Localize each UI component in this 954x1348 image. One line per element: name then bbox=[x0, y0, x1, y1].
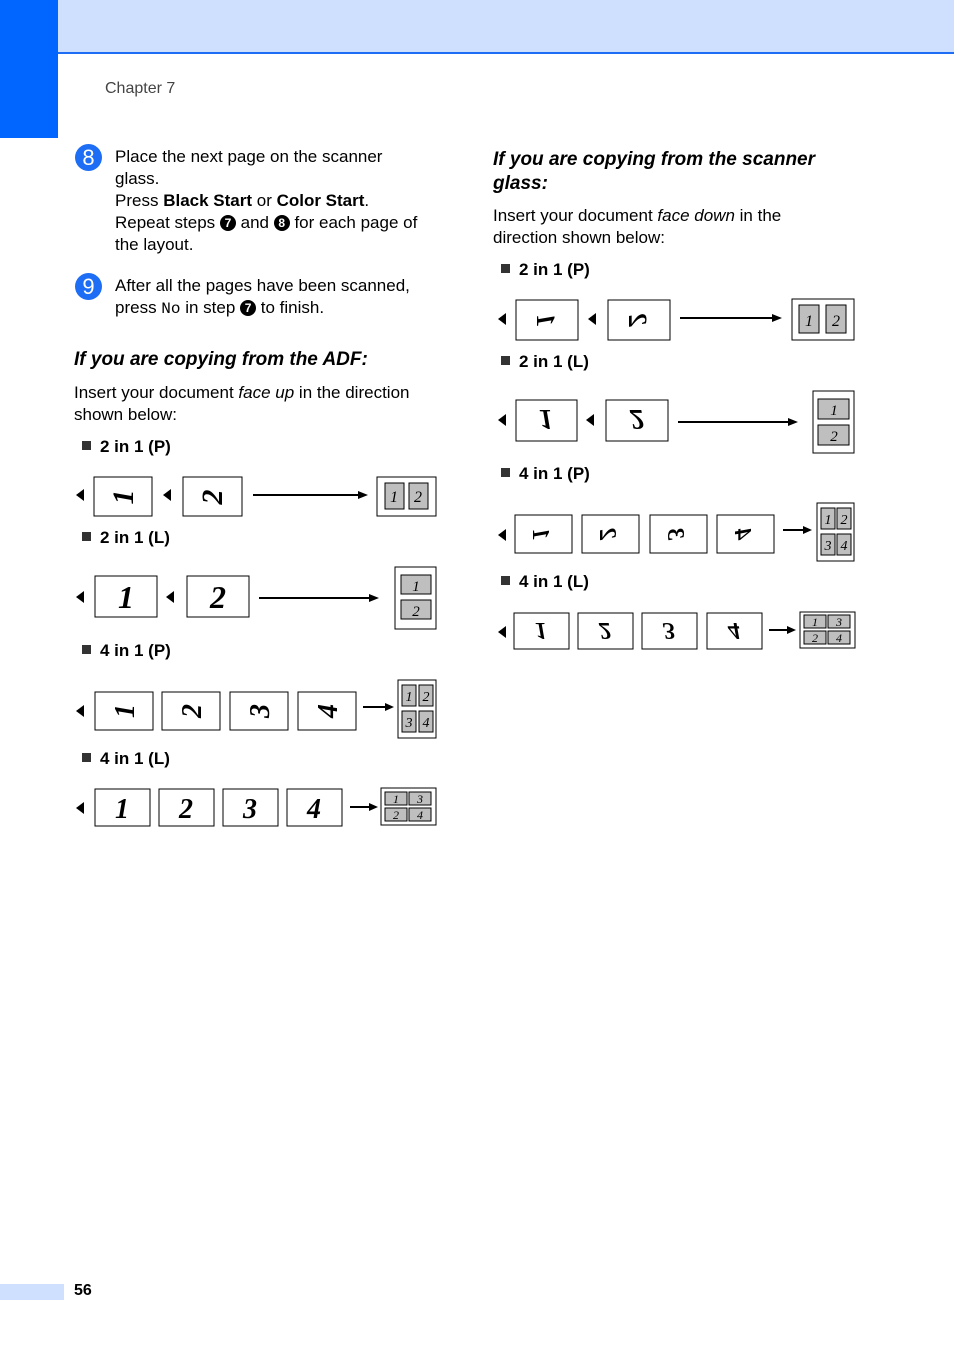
chapter-tab bbox=[0, 0, 58, 138]
thumb-label: 2 bbox=[840, 513, 848, 528]
page-label: 2 bbox=[630, 403, 644, 434]
adf-2in1p-diagram bbox=[70, 470, 450, 530]
page-label: 4 bbox=[313, 704, 344, 718]
page-label: 2 bbox=[599, 617, 611, 643]
thumb-label: 3 bbox=[824, 539, 832, 554]
page-label: 4 bbox=[728, 617, 740, 643]
adf-bullet-4in1l: 4 in 1 (L) bbox=[82, 749, 170, 769]
page-label: 1 bbox=[107, 489, 140, 505]
adf-4in1p-diagram bbox=[70, 676, 450, 742]
thumb-label: 1 bbox=[805, 313, 813, 330]
thumb-label: 2 bbox=[832, 313, 840, 330]
footer-band bbox=[0, 1284, 64, 1300]
glass-intro: Insert your document face down in the direction shown below: bbox=[493, 206, 782, 247]
page-label: 1 bbox=[539, 403, 553, 434]
adf-4in1l-diagram bbox=[70, 784, 450, 832]
page-label: 1 bbox=[527, 528, 553, 540]
page-number: 56 bbox=[74, 1282, 92, 1299]
step-8 bbox=[75, 144, 445, 264]
step-ref: 7 bbox=[220, 215, 236, 231]
thumb-label: 3 bbox=[836, 615, 842, 629]
thumb-label: 4 bbox=[836, 631, 842, 645]
black-start-key: Black Start bbox=[163, 191, 253, 210]
page-label: 2 bbox=[594, 528, 620, 540]
thumb-label: 2 bbox=[422, 690, 430, 705]
thumb-label: 1 bbox=[824, 513, 832, 528]
adf-bullet-2in1l: 2 in 1 (L) bbox=[82, 528, 170, 548]
chapter-label: Chapter 7 bbox=[105, 80, 176, 97]
glass-heading: If you are copying from the scanner glass: bbox=[493, 149, 816, 194]
glass-bullet-4in1p: 4 in 1 (P) bbox=[501, 464, 590, 484]
glass-bullet-2in1p: 2 in 1 (P) bbox=[501, 260, 590, 280]
thumb-label: 2 bbox=[414, 489, 422, 506]
glass-bullet-4in1l: 4 in 1 (L) bbox=[501, 572, 589, 592]
thumb-label: 2 bbox=[412, 604, 420, 620]
page-label: 2 bbox=[177, 704, 208, 718]
adf-bullet-4in1p: 4 in 1 (P) bbox=[82, 641, 171, 661]
thumb-label: 1 bbox=[390, 489, 398, 506]
thumb-label: 1 bbox=[412, 579, 420, 595]
adf-heading: If you are copying from the ADF: bbox=[74, 349, 368, 370]
page-label: 2 bbox=[179, 794, 193, 825]
thumb-label: 4 bbox=[417, 808, 423, 822]
adf-bullet-2in1p: 2 in 1 (P) bbox=[82, 437, 171, 457]
thumb-label: 2 bbox=[812, 631, 818, 645]
glass-4in1p-diagram bbox=[490, 500, 870, 564]
step-text: Place the next page on the scanner glass. Press Black Start or Color Start. Repeat steps 7 and 8 for each page of the layout. bbox=[115, 147, 418, 254]
step-9 bbox=[75, 273, 445, 323]
glass-bullet-2in1l: 2 in 1 (L) bbox=[501, 352, 589, 372]
page-label: 1 bbox=[535, 617, 547, 643]
step-text: After all the pages have been scanned, press No in step 7 to finish. bbox=[115, 276, 410, 318]
thumb-label: 3 bbox=[417, 792, 423, 806]
no-key: No bbox=[161, 300, 181, 318]
thumb-label: 1 bbox=[812, 615, 818, 629]
page-label: 2 bbox=[210, 579, 226, 615]
glass-2in1p-diagram bbox=[490, 295, 870, 347]
page-label: 1 bbox=[118, 579, 134, 615]
thumb-label: 1 bbox=[830, 403, 838, 419]
glass-2in1l-diagram bbox=[490, 388, 870, 458]
thumb-label: 3 bbox=[405, 716, 413, 731]
step-number-badge: 9 bbox=[75, 273, 102, 300]
page-label: 3 bbox=[245, 704, 276, 718]
glass-4in1l-diagram bbox=[490, 608, 870, 656]
thumb-label: 2 bbox=[393, 808, 399, 822]
page-label: 1 bbox=[110, 704, 141, 718]
color-start-key: Color Start bbox=[276, 191, 365, 210]
page-label: 3 bbox=[243, 794, 257, 825]
adf-2in1l-diagram bbox=[70, 565, 450, 635]
page-label: 2 bbox=[196, 489, 229, 505]
thumb-label: 2 bbox=[830, 429, 838, 445]
thumb-label: 1 bbox=[393, 792, 399, 806]
header-band bbox=[58, 0, 954, 54]
thumb-label: 1 bbox=[405, 690, 413, 705]
step-ref: 8 bbox=[274, 215, 290, 231]
page-label: 4 bbox=[307, 794, 321, 825]
adf-intro: Insert your document face up in the direction shown below: bbox=[74, 383, 410, 424]
thumb-label: 4 bbox=[422, 716, 430, 731]
page-label: 3 bbox=[663, 617, 675, 643]
page-label: 4 bbox=[729, 528, 755, 540]
page-label: 1 bbox=[531, 313, 560, 327]
page-label: 2 bbox=[623, 313, 652, 327]
step-number-badge: 8 bbox=[75, 144, 102, 171]
thumb-label: 4 bbox=[840, 539, 848, 554]
step-ref: 7 bbox=[240, 300, 256, 316]
page-label: 3 bbox=[662, 528, 688, 540]
page-label: 1 bbox=[115, 794, 129, 825]
